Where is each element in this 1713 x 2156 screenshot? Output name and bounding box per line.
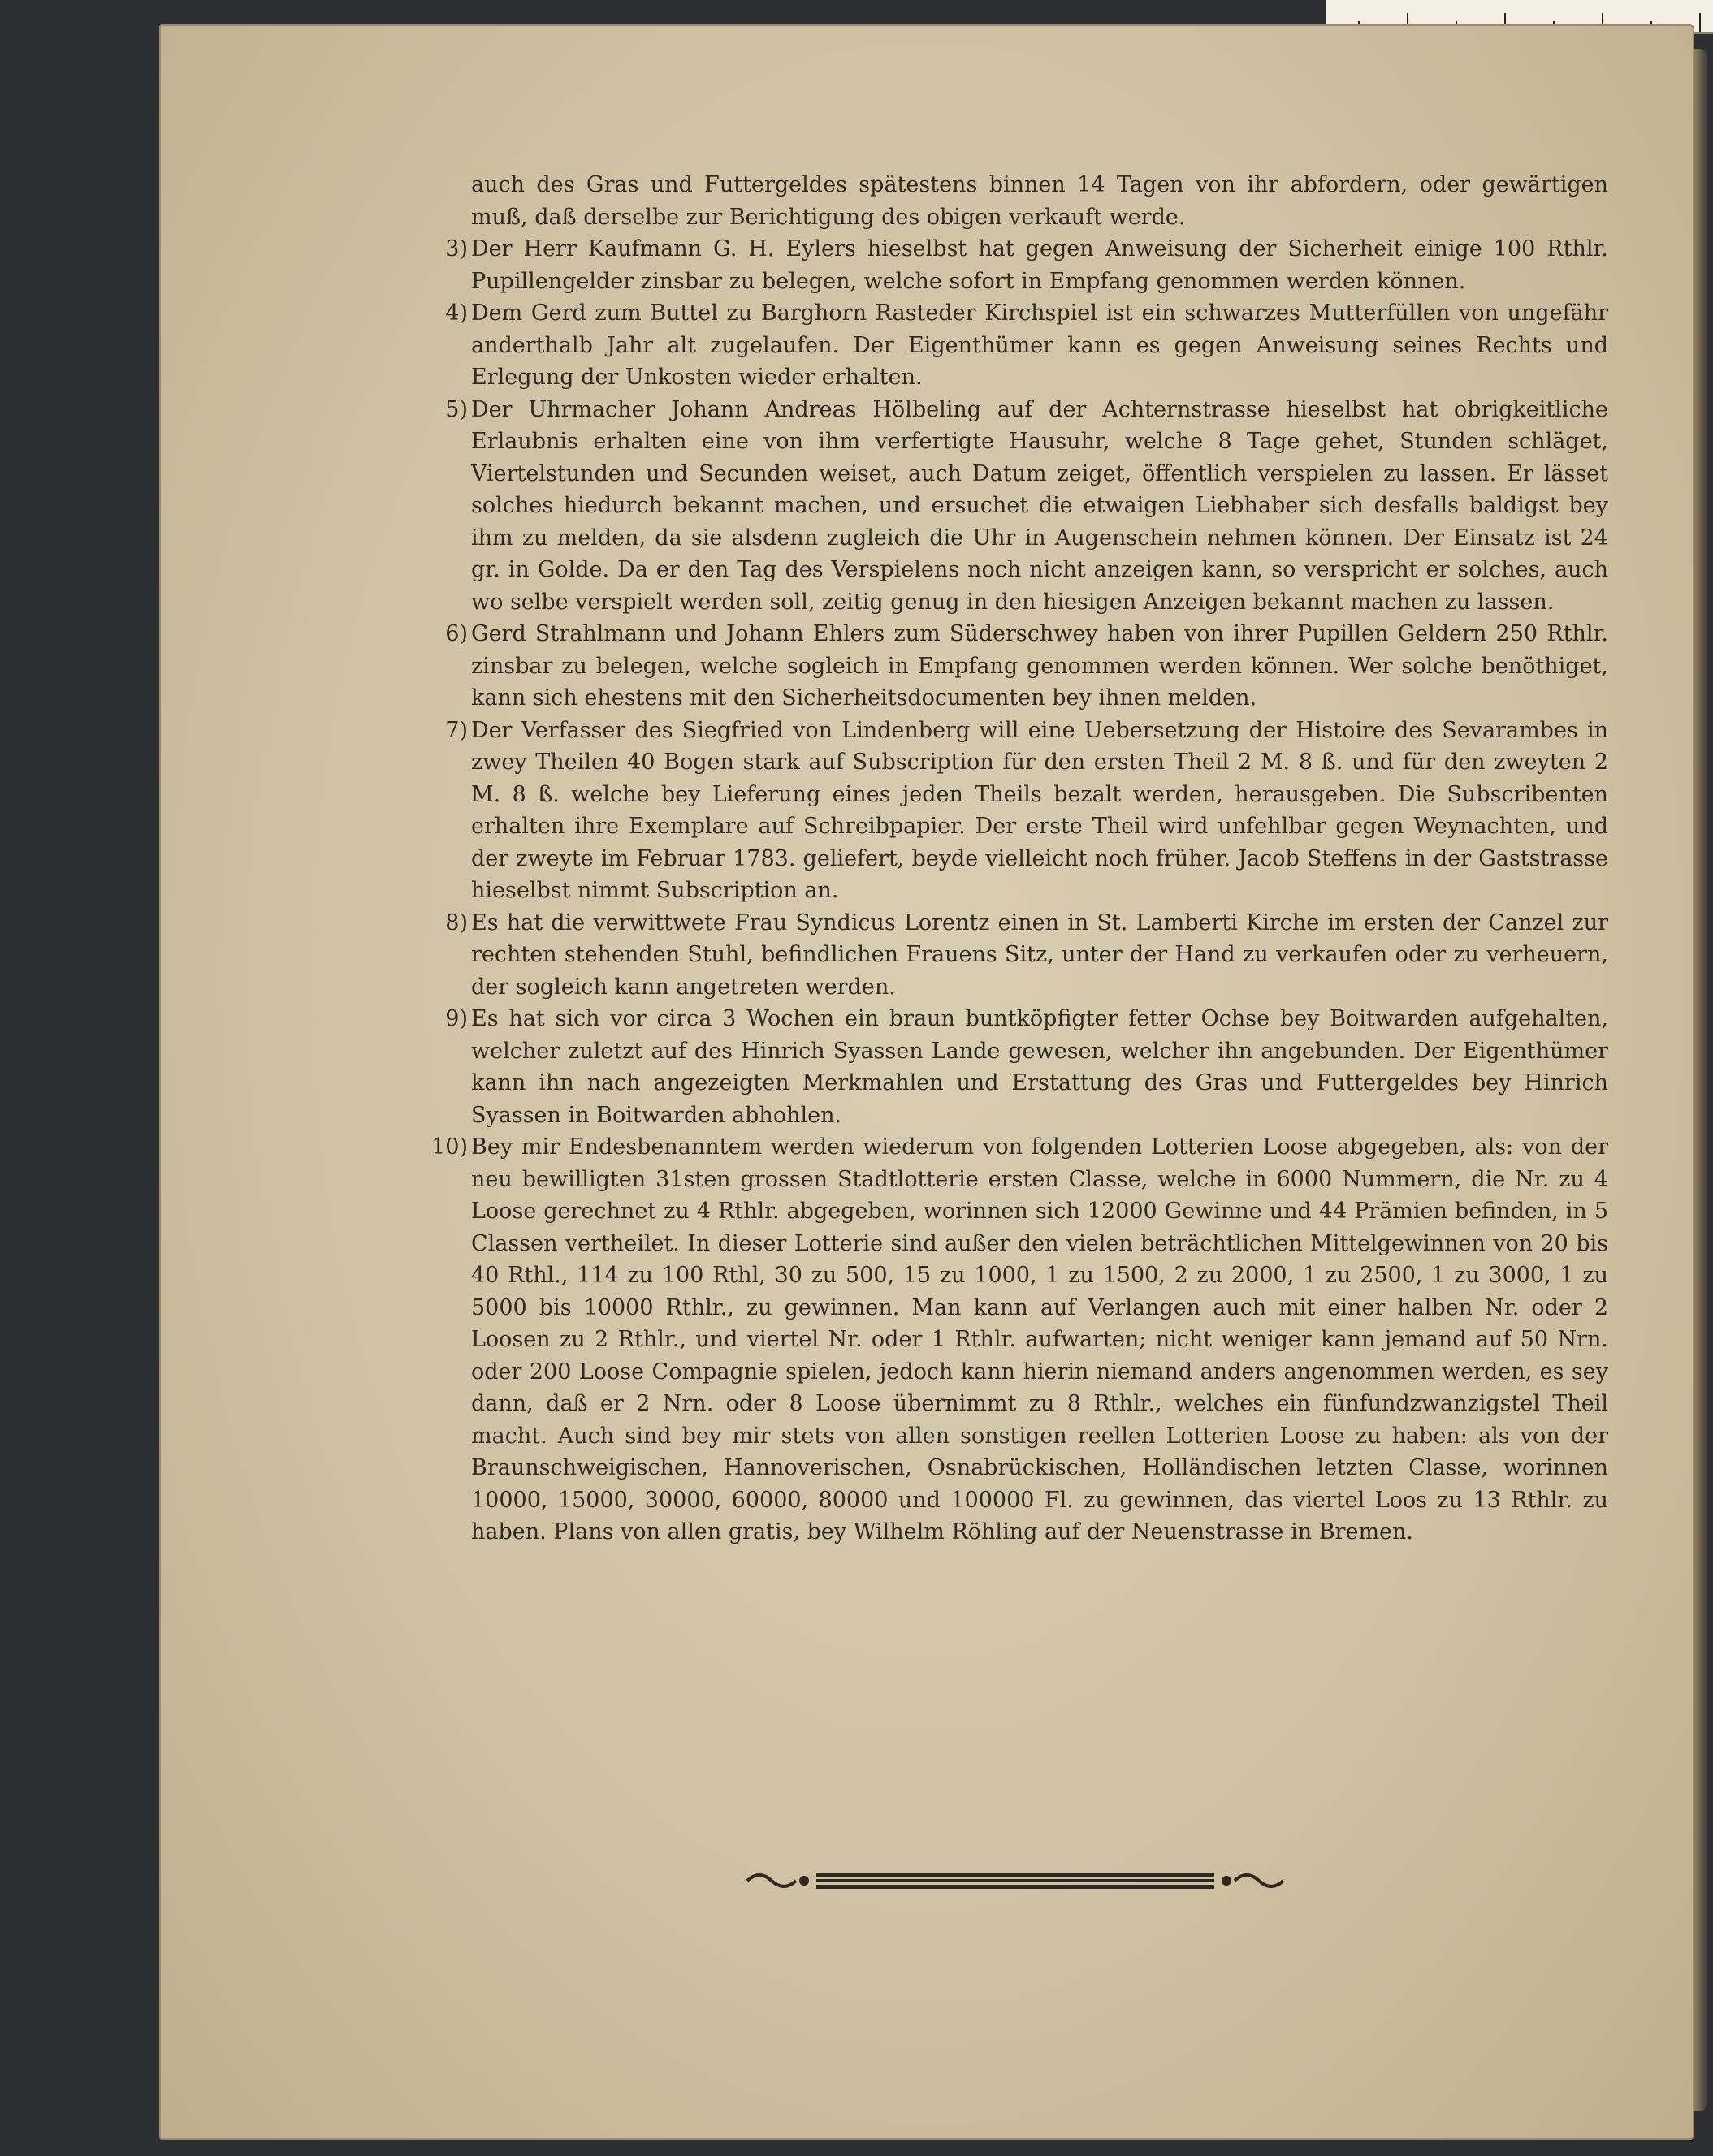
entry-8 bbox=[445, 907, 1608, 1004]
entry-number: 9) bbox=[445, 1006, 468, 1031]
entry-text: Dem Gerd zum Buttel zu Barghorn Rasteder Kirchspiel ist ein schwarzes Mutterfüllen von ungefähr anderthalb Jahr alt zugelaufen. Der Eigenthümer kann es gegen Anweisung seines Rechts und Erlegung der Unkosten wieder erhalten. bbox=[471, 300, 1608, 390]
entry-6 bbox=[445, 618, 1608, 715]
entry-text: Es hat die verwittwete Frau Syndicus Lorentz einen in St. Lamberti Kirche im ersten der Canzel zur rechten stehenden Stuhl, befindlichen Frauens Sitz, unter der Hand zu verkaufen oder zu verheuern, der sogleich kann angetreten werden. bbox=[471, 909, 1608, 1000]
entry-3 bbox=[445, 233, 1608, 297]
entry-number: 6) bbox=[445, 621, 468, 646]
entry-7 bbox=[445, 715, 1608, 907]
entry-number: 7) bbox=[445, 717, 468, 743]
entry-text: Es hat sich vor circa 3 Wochen ein braun buntköpfigter fetter Ochse bey Boitwarden aufgehalten, welcher zuletzt auf des Hinrich Syassen Lande gewesen, welcher ihn angebunden. Der Eigenthümer kann ihn nach angezeigten Merkmahlen und Erstattung des Gras und Futtergeldes bey Hinrich Syassen in Boitwarden abhohlen. bbox=[471, 1006, 1608, 1128]
entry-text: Der Verfasser des Siegfried von Lindenberg will eine Uebersetzung der Histoire des Sevarambes in zwey Theilen 40 Bogen stark auf Subscription für den ersten Theil 2 M. 8 ß. und für den zweyten 2 M. 8 ß. welche bey Lieferung eines jeden Theils bezalt werden, herausgeben. Die Subscribenten erhalten ihre Exemplare auf Schreibpapier. Der erste Theil wird unfehlbar gegen Weynachten, und der zweyte im Februar 1783. geliefert, beyde vielleicht noch früher. Jacob Steffens in der Gaststrasse hieselbst nimmt Subscription an. bbox=[471, 717, 1608, 903]
entry-number: 4) bbox=[445, 300, 468, 326]
entry-number: 3) bbox=[445, 236, 468, 261]
page-text bbox=[431, 169, 1608, 1549]
entry-9 bbox=[445, 1003, 1608, 1131]
entry-number: 10) bbox=[431, 1134, 468, 1160]
entry-4 bbox=[445, 297, 1608, 394]
entry-text: Bey mir Endesbenanntem werden wiederum von folgenden Lotterien Loose abgegeben, als: von der neu bewilligten 31sten grossen Stadtlotterie ersten Classe, welche in 6000 Nummern, die Nr. zu 4 Loose gerechnet zu 4 Rthlr. abgegeben, worinnen sich 12000 Gewinne und 44 Prämien befinden, in 5 Classen vertheilet. In dieser Lotterie sind außer den vielen beträchtlichen Mittelgewinnen von 20 bis 40 Rthl., 114 zu 100 Rthl, 30 zu 500, 15 zu 1000, 1 zu 1500, 2 zu 2000, 1 zu 2500, 1 zu 3000, 1 zu 5000 bis 10000 Rthlr., zu gewinnen. Man kann auf Verlangen auch mit einer halben Nr. oder 2 Loosen zu 2 Rthlr., und viertel Nr. oder 1 Rthlr. aufwarten; nicht weniger kann jemand auf 50 Nrn. oder 200 Loose Compagnie spielen, jedoch kann hierin niemand anders angenommen werden, es sey dann, daß er 2 Nrn. oder 8 Loose übernimmt zu 8 Rthlr., welches ein fünfundzwanzigstel Theil macht. Auch sind bey mir stets von allen sonstigen reellen Lotterien Loose zu haben: als von der Braunschweigischen, Hannoverischen, Osnabrückischen, Holländischen letzten Classe, worinnen 10000, 15000, 30000, 60000, 80000 und 100000 Fl. zu gewinnen, das viertel Loos zu 13 Rthlr. zu haben. Plans von allen gratis, bey Wilhelm Röhling auf der Neuenstrasse in Bremen. bbox=[471, 1134, 1608, 1545]
entry-5 bbox=[445, 394, 1608, 619]
entry-text: Der Uhrmacher Johann Andreas Hölbeling auf der Achternstrasse hieselbst hat obrigkeitliche Erlaubnis erhalten eine von ihm verfertigte Hausuhr, welche 8 Tage gehet, Stunden schläget, Viertelstunden und Secunden weiset, auch Datum zeiget, öffentlich verspielen zu lassen. Er lässet solches hiedurch bekannt machen, und ersuchet die etwaigen Liebhaber sich desfalls baldigst bey ihm zu melden, da sie alsdenn zugleich die Uhr in Augenschein nehmen können. Der Einsatz ist 24 gr. in Golde. Da er den Tag des Verspielens noch nicht anzeigen kann, so verspricht er solches, auch wo selbe verspielt werden soll, zeitig genug in den hiesigen Anzeigen bekannt machen zu lassen. bbox=[471, 396, 1608, 615]
entry-number: 5) bbox=[445, 396, 468, 422]
entry-text: Gerd Strahlmann und Johann Ehlers zum Süderschwey haben von ihrer Pupillen Geldern 250 Rthlr. zinsbar zu belegen, welche sogleich in Empfang genommen werden können. Wer solche benöthiget, kann sich ehestens mit den Sicherheitsdocumenten bey ihnen melden. bbox=[471, 621, 1608, 711]
entry-10 bbox=[431, 1131, 1608, 1549]
intro-text: auch des Gras und Futtergeldes spätestens binnen 14 Tagen von ihr abfordern, oder gewärtigen muß, daß derselbe zur Berichtigung des obigen verkauft werde. bbox=[471, 172, 1608, 230]
ornament-divider bbox=[739, 1864, 1291, 1897]
intro-paragraph bbox=[471, 169, 1608, 233]
entry-text: Der Herr Kaufmann G. H. Eylers hieselbst hat gegen Anweisung der Sicherheit einige 100 Rthlr. Pupillengelder zinsbar zu belegen, welche sofort in Empfang genommen werden können. bbox=[471, 236, 1608, 294]
entry-number: 8) bbox=[445, 909, 468, 935]
